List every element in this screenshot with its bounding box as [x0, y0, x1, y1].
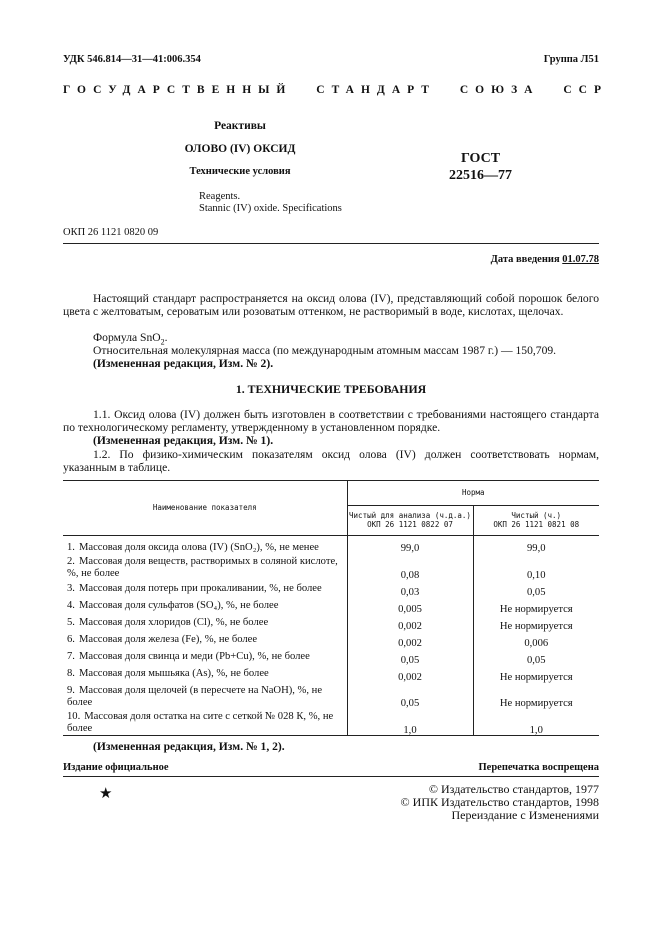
row-label: Массовая доля потерь при прокаливании, %, не более — [78, 582, 322, 594]
row-label: Массовая доля веществ, растворимых в соляной кислоте, %, не более — [67, 555, 338, 579]
row-name — [63, 598, 347, 615]
udk-code: УДК 546.814—31—41:006.354 — [63, 54, 201, 65]
row-label: Массовая доля железа (Fe), %, не более — [78, 633, 258, 645]
molar-mass: Относительная молекулярная масса (по международным атомным массам 1987 г.) — 150,709. — [93, 344, 557, 357]
table-body — [63, 535, 599, 736]
value-analytical: 0,08 — [347, 554, 473, 581]
value-pure: Не нормируется — [473, 598, 599, 615]
formula-label: Формула SnO — [93, 331, 161, 344]
row-label: Массовая доля мышьяка (As), %, не более — [78, 667, 269, 679]
value-pure: 0,006 — [473, 632, 599, 649]
value-analytical: 0,002 — [347, 615, 473, 632]
row-number: 9. — [67, 684, 75, 696]
table-row — [63, 709, 599, 736]
value-pure: 1,0 — [473, 709, 599, 736]
row-number: 5. — [67, 616, 75, 628]
column-header-analytical: Чистый для анализа (ч.д.а.) ОКП 26 1121 0822 07 — [347, 505, 473, 535]
value-analytical: 0,05 — [347, 683, 473, 709]
table-row — [63, 683, 599, 709]
row-name — [63, 666, 347, 683]
row-name — [63, 615, 347, 632]
row-number: 2. — [67, 555, 75, 567]
row-number: 4. — [67, 599, 75, 611]
group-code: Группа Л51 — [543, 54, 599, 65]
gost-number: 22516—77 — [449, 168, 512, 183]
intro-paragraph: Настоящий стандарт распространяется на оксид олова (IV), представляющий собой порошок белого цвета с желтоватым, сероватым или розоватым оттенком, не растворимый в воде, кислотах, щелочах. — [63, 292, 599, 318]
intro-date-value: 01.07.78 — [562, 254, 599, 265]
value-analytical: 1,0 — [347, 709, 473, 736]
table-row — [63, 554, 599, 581]
row-name — [63, 709, 347, 736]
column-header-name: Наименование показателя — [63, 481, 347, 535]
row-name — [63, 581, 347, 598]
clause-1-1: 1.1. Оксид олова (IV) должен быть изготовлен в соответствии с требованиями настоящего стандарта по технологическому регламенту, утвержденному в установленном порядке. — [63, 408, 599, 434]
row-name — [63, 535, 347, 554]
clause-1-2: 1.2. По физико-химическим показателям оксид олова (IV) должен соответствовать нормам, указанным в таблице. — [63, 448, 599, 474]
row-label: Массовая доля щелочей (в пересчете на NaOH), %, не более — [67, 684, 323, 708]
clause-1-1-amendment: (Измененная редакция, Изм. № 1). — [93, 434, 274, 447]
copyright-1: © Издательство стандартов, 1977 — [428, 782, 599, 796]
requirements-table — [63, 481, 599, 736]
row-label: Массовая доля хлоридов (Cl), %, не более — [78, 616, 269, 628]
column-header-norm: Норма — [347, 481, 599, 505]
table-row — [63, 649, 599, 666]
table-amendment-note: (Измененная редакция, Изм. № 1, 2). — [93, 740, 285, 753]
amendment-note: (Измененная редакция, Изм. № 2). — [93, 357, 274, 370]
value-pure: Не нормируется — [473, 666, 599, 683]
value-pure: Не нормируется — [473, 683, 599, 709]
official-edition: Издание официальное — [63, 762, 169, 773]
value-pure: 99,0 — [473, 535, 599, 554]
formula-subscript: 2 — [160, 337, 165, 347]
row-name — [63, 649, 347, 666]
star-icon: ★ — [99, 786, 113, 802]
doc-category: Реактивы — [214, 120, 266, 132]
table-row — [63, 598, 599, 615]
row-number: 10. — [67, 710, 81, 722]
row-label: Массовая доля оксида олова (IV) (SnO₂), %, не менее — [78, 541, 319, 553]
row-number: 1. — [67, 541, 75, 553]
table-row — [63, 666, 599, 683]
row-number: 7. — [67, 650, 75, 662]
table-row — [63, 632, 599, 649]
row-name — [63, 554, 347, 581]
reprint-notice: Перепечатка воспрещена — [478, 762, 599, 773]
doc-subtitle: Технические условия — [189, 166, 291, 177]
row-number: 3. — [67, 582, 75, 594]
english-title-line1: Reagents. — [199, 191, 241, 202]
standard-title: ГОСУДАРСТВЕННЫЙ СТАНДАРТ СОЮЗА ССР — [63, 84, 608, 96]
divider — [63, 243, 599, 244]
row-name — [63, 632, 347, 649]
reissue-note: Переиздание с Изменениями — [451, 808, 599, 822]
value-analytical: 0,002 — [347, 666, 473, 683]
value-analytical: 99,0 — [347, 535, 473, 554]
gost-label: ГОСТ — [461, 151, 501, 166]
doc-name: ОЛОВО (IV) ОКСИД — [184, 143, 296, 155]
table-row — [63, 615, 599, 632]
row-label: Массовая доля сульфатов (SO₄), %, не более — [78, 599, 279, 611]
table-row — [63, 581, 599, 598]
column-header-pure: Чистый (ч.) ОКП 26 1121 0821 08 — [473, 505, 599, 535]
okp-code: ОКП 26 1121 0820 09 — [63, 227, 159, 238]
row-number: 6. — [67, 633, 75, 645]
value-pure: 0,05 — [473, 649, 599, 666]
section-heading: 1. ТЕХНИЧЕСКИЕ ТРЕБОВАНИЯ — [235, 382, 427, 396]
row-label: Массовая доля свинца и меди (Pb+Cu), %, не более — [78, 650, 310, 662]
value-analytical: 0,002 — [347, 632, 473, 649]
row-name — [63, 683, 347, 709]
intro-date-label: Дата введения — [490, 254, 560, 265]
table-row — [63, 535, 599, 554]
copyright-2: © ИПК Издательство стандартов, 1998 — [400, 795, 599, 809]
row-number: 8. — [67, 667, 75, 679]
formula: Формула SnO$_2$. — [93, 331, 168, 347]
value-analytical: 0,005 — [347, 598, 473, 615]
value-analytical: 0,05 — [347, 649, 473, 666]
intro-date — [491, 254, 599, 265]
row-label: Массовая доля остатка на сите с сеткой № 028 К, %, не более — [67, 710, 334, 734]
english-title-line2: Stannic (IV) oxide. Specifications — [199, 203, 342, 214]
value-pure: 0,10 — [473, 554, 599, 581]
value-pure: Не нормируется — [473, 615, 599, 632]
value-analytical: 0,03 — [347, 581, 473, 598]
value-pure: 0,05 — [473, 581, 599, 598]
